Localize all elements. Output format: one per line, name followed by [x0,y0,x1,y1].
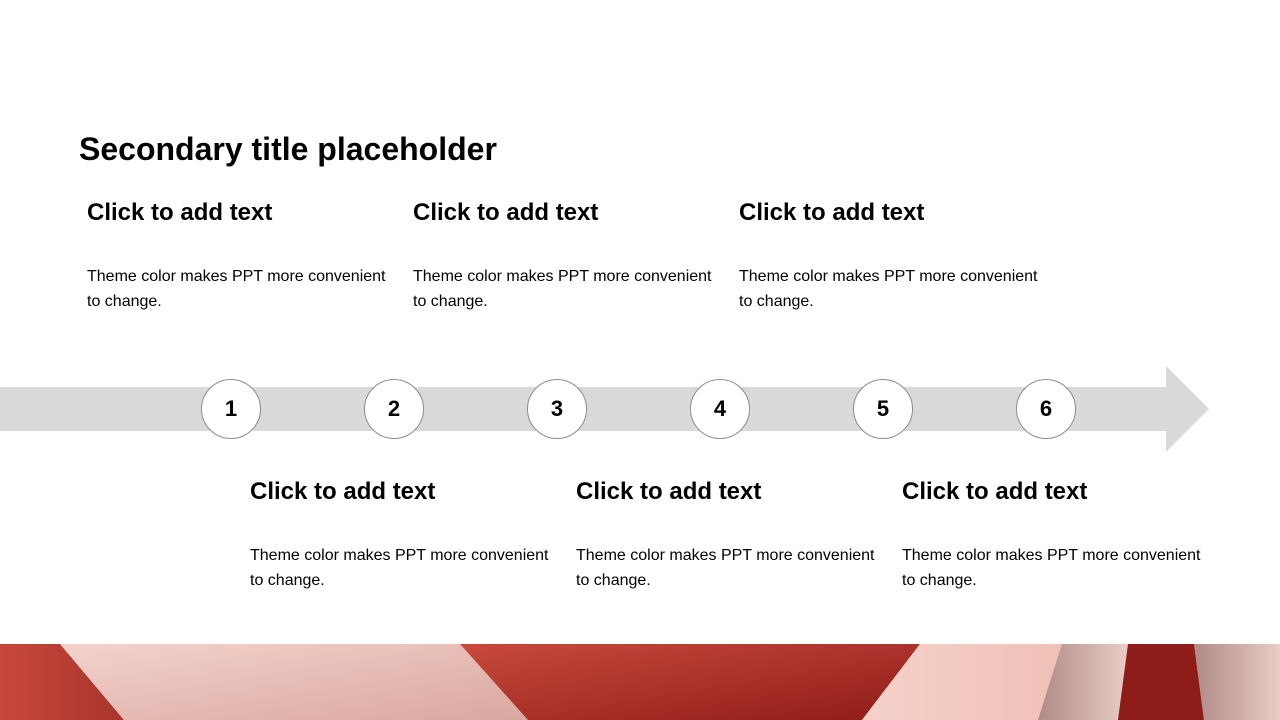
text-block-4[interactable] [576,477,876,593]
block-body[interactable]: Theme color makes PPT more convenient to change. [413,268,712,310]
block-heading[interactable]: Click to add text [413,199,599,226]
slide-title[interactable]: Secondary title placeholder [79,131,497,167]
decorative-bottom-band [0,644,1280,720]
block-heading[interactable]: Click to add text [87,199,273,226]
step-circle-1: 1 [201,379,261,439]
block-heading[interactable]: Click to add text [250,478,436,505]
block-body[interactable]: Theme color makes PPT more convenient to change. [87,268,386,310]
timeline-arrow [0,365,1280,455]
step-circle-5: 5 [853,379,913,439]
block-body[interactable]: Theme color makes PPT more convenient to change. [576,547,875,589]
step-circle-6: 6 [1016,379,1076,439]
block-body[interactable]: Theme color makes PPT more convenient to change. [250,547,549,589]
block-heading[interactable]: Click to add text [739,199,925,226]
text-block-5[interactable] [739,198,1039,314]
text-block-6[interactable] [902,477,1202,593]
step-circle-3: 3 [527,379,587,439]
step-circle-2: 2 [364,379,424,439]
text-block-2[interactable] [250,477,550,593]
text-block-1[interactable] [87,198,387,314]
block-heading[interactable]: Click to add text [576,478,762,505]
block-body[interactable]: Theme color makes PPT more convenient to change. [902,547,1201,589]
block-heading[interactable]: Click to add text [902,478,1088,505]
step-circle-4: 4 [690,379,750,439]
text-block-3[interactable] [413,198,713,314]
block-body[interactable]: Theme color makes PPT more convenient to change. [739,268,1038,310]
